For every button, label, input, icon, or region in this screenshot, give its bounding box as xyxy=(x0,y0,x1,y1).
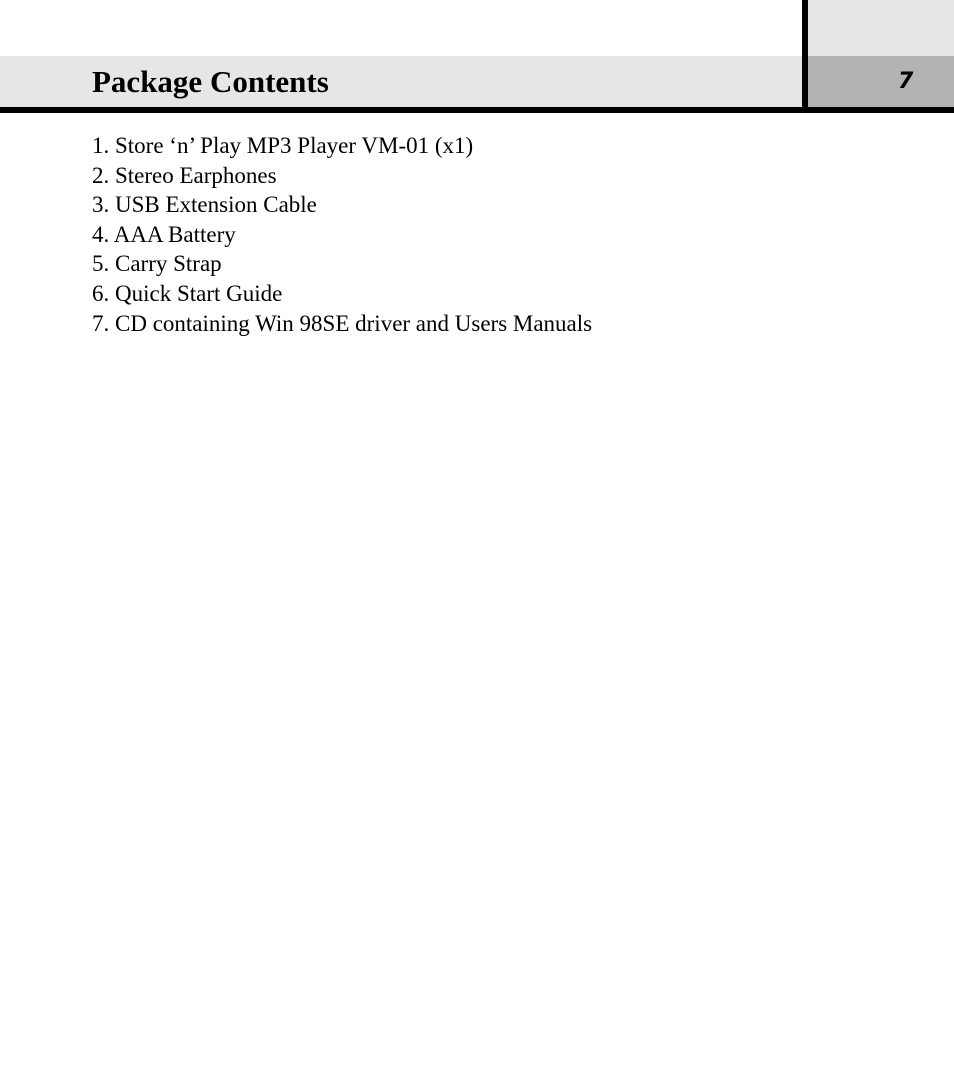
header-rule xyxy=(0,107,954,113)
page-title: Package Contents xyxy=(92,64,329,99)
list-item: 1. Store ‘n’ Play MP3 Player VM-01 (x1) xyxy=(92,133,474,158)
page-number-tab xyxy=(808,56,954,108)
list-item: 3. USB Extension Cable xyxy=(92,192,317,218)
list-item: 7. CD containing Win 98SE driver and Users Manuals xyxy=(92,310,593,336)
list-item: 2. Stereo Earphones xyxy=(92,162,277,188)
page-tab-top xyxy=(808,0,954,56)
list-item: 4. AAA Battery xyxy=(92,221,236,247)
list-item: 6. Quick Start Guide xyxy=(92,280,283,306)
list-item: 5. Carry Strap xyxy=(92,251,222,277)
tab-divider xyxy=(802,0,808,108)
page-number: 7 xyxy=(898,69,914,94)
package-contents-list xyxy=(92,131,592,338)
